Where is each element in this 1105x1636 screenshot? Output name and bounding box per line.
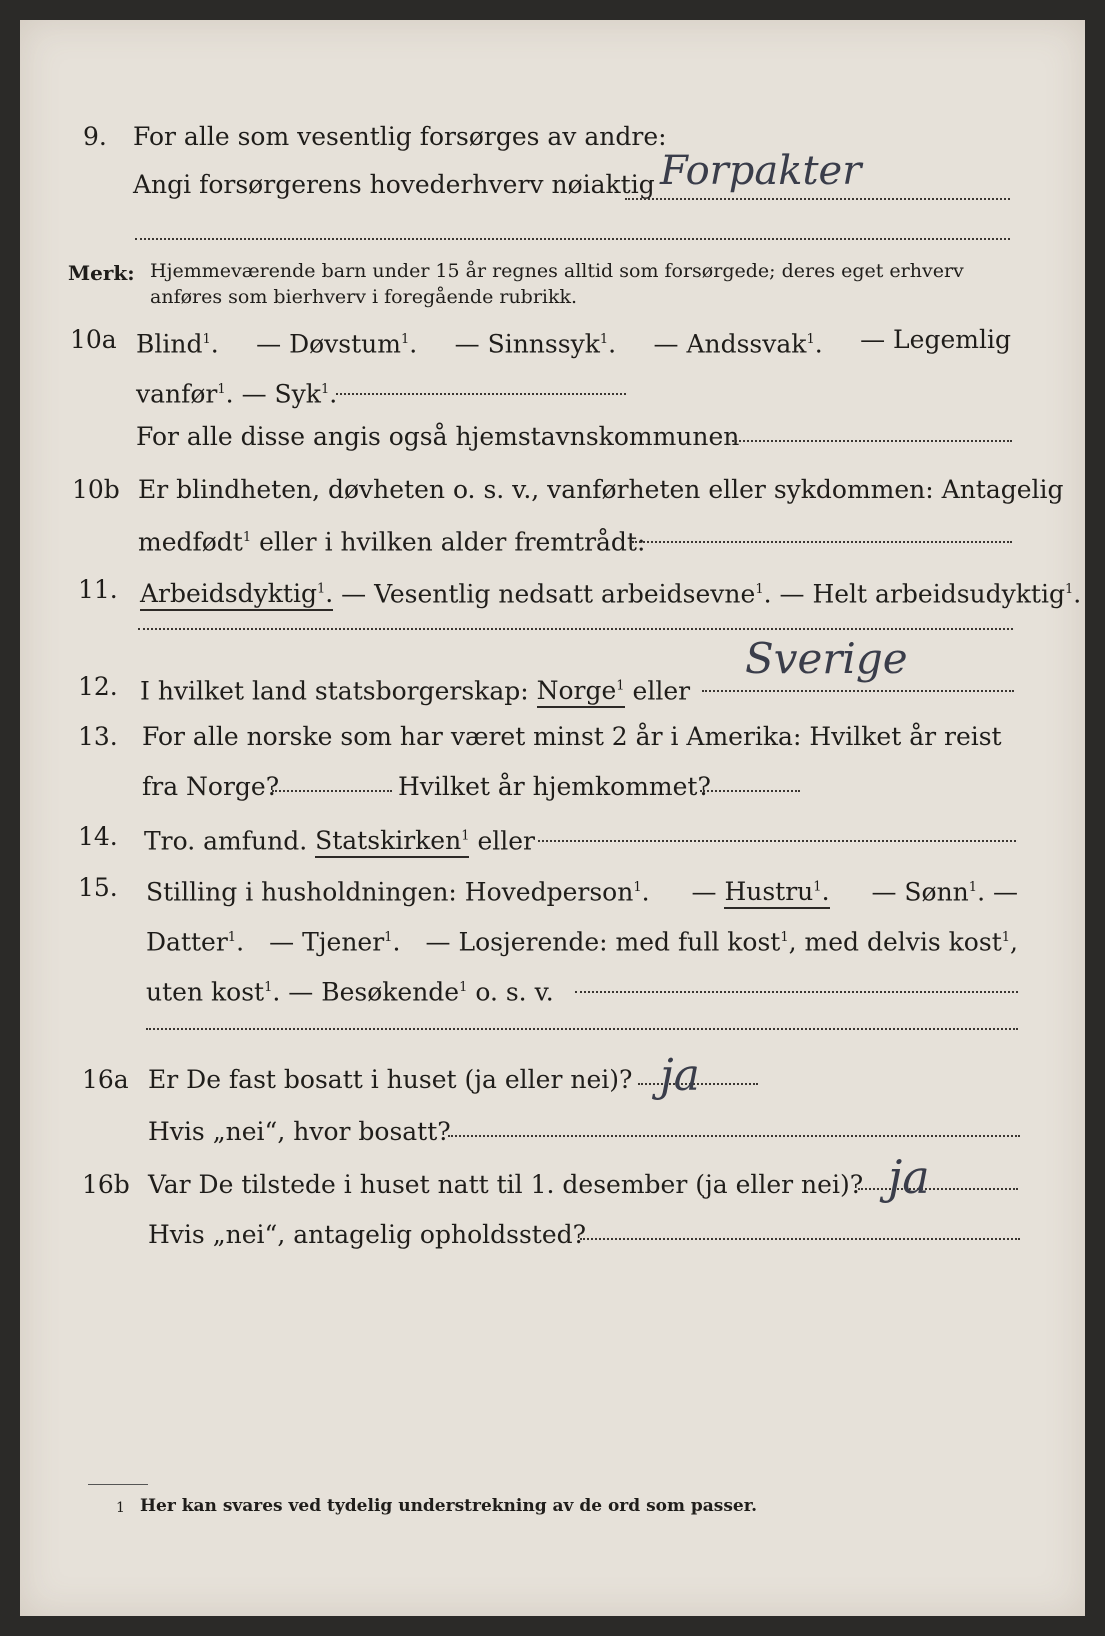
q12-line: I hvilket land statsborgerskap: Norge$^1$ eller [140, 672, 690, 706]
q16b-handwritten-answer: ja [888, 1150, 930, 1204]
q10a-line3-blank [732, 440, 1012, 442]
merk-label: Merk: [68, 261, 135, 285]
q16b-line2: Hvis „nei“, antagelig opholdssted? [148, 1220, 587, 1249]
q10a-line1 [136, 325, 1011, 359]
opt-andssvak: — Andssvak$^1$. [653, 329, 823, 359]
q13-line1: For alle norske som har været minst 2 år i Amerika: Hvilket år reist [142, 722, 1002, 751]
q11-number: 11. [78, 575, 118, 604]
opt-blind: Blind$^1$. [136, 329, 219, 359]
q10a-line3: For alle disse angis også hjemstavnskommunen [136, 422, 740, 451]
q16b-blank [858, 1188, 1018, 1190]
q12-number: 12. [78, 672, 118, 701]
q15-line2: Datter$^1$. — Tjener$^1$. — Losjerende: med full kost$^1$, med delvis kost$^1$, [146, 927, 1018, 957]
q10a-line2-blank [336, 393, 626, 395]
q13-line2b: Hvilket år hjemkommet? [398, 772, 711, 801]
q10b-number: 10b [72, 475, 120, 504]
q12-opt-norge-underlined: Norge$^1$ [537, 676, 625, 708]
q9-extra-line [135, 238, 1010, 240]
q11-opt-arbeidsdyktig-underlined: Arbeidsdyktig$^1$. [140, 579, 333, 611]
q16a-line1: Er De fast bosatt i huset (ja eller nei)? [148, 1065, 633, 1094]
q16b-number: 16b [82, 1170, 130, 1199]
q12-blank [702, 690, 1014, 692]
q15-line1: Stilling i husholdningen: Hovedperson$^1$. — Hustru$^1$. — Sønn$^1$. — [146, 873, 1018, 907]
q10b-line2: medfødt$^1$ eller i hvilken alder fremtrådt: [138, 527, 646, 557]
q14-blank [538, 840, 1016, 842]
q14-number: 14. [78, 822, 118, 851]
footnote-text: Her kan svares ved tydelig understrekning av de ord som passer. [140, 1496, 758, 1516]
q11-extra-line [138, 628, 1013, 630]
footnote-mark: 1 [116, 1500, 125, 1516]
footnote-rule [88, 1484, 148, 1485]
q15-blank [575, 991, 1018, 993]
q13-number: 13. [78, 722, 118, 751]
opt-dovstum: — Døvstum$^1$. [256, 329, 418, 359]
q13-year-left-blank [272, 790, 392, 792]
q16a-where-blank [448, 1135, 1020, 1137]
opt-legemlig: — Legemlig [860, 325, 1011, 354]
q13-line2a: fra Norge? [142, 772, 280, 801]
q15-extra-line [146, 1028, 1018, 1030]
q10a-line2: vanfør$^1$. — Syk$^1$. [136, 379, 338, 409]
q14-opt-statskirken-underlined: Statskirken$^1$ [315, 826, 469, 858]
q9-handwritten-answer: Forpakter [660, 148, 862, 194]
q16a-handwritten-answer: ja [660, 1050, 700, 1101]
merk-line2: anføres som bierhverv i foregående rubrikk. [150, 286, 578, 308]
q9-line2: Angi forsørgerens hovederhverv nøiaktig [133, 170, 655, 199]
merk-line1: Hjemmeværende barn under 15 år regnes alltid som forsørgede; deres eget erhverv [150, 260, 964, 282]
q14-line: Tro. amfund. Statskirken$^1$ eller [144, 822, 535, 856]
q15-opt-hustru-underlined: Hustru$^1$. [724, 877, 829, 909]
opt-sinnssyk: — Sinnssyk$^1$. [454, 329, 617, 359]
q12-handwritten-answer: Sverige [745, 634, 908, 683]
q13-year-returned-blank [700, 790, 800, 792]
census-form-page [20, 20, 1085, 1616]
q16a-number: 16a [82, 1065, 129, 1094]
q11-line: Arbeidsdyktig$^1$. — Vesentlig nedsatt arbeidsevne$^1$. — Helt arbeidsudyktig$^1$. [140, 575, 1081, 609]
q10a-number: 10a [70, 325, 117, 354]
q9-number: 9. [83, 122, 107, 151]
q10b-line1: Er blindheten, døvheten o. s. v., vanførheten eller sykdommen: Antagelig [138, 475, 1064, 504]
q15-number: 15. [78, 873, 118, 902]
q16a-line2: Hvis „nei“, hvor bosatt? [148, 1117, 451, 1146]
q16b-where-blank [580, 1238, 1020, 1240]
q9-answer-line [625, 198, 1010, 200]
q15-line3: uten kost$^1$. — Besøkende$^1$ o. s. v. [146, 977, 554, 1007]
q10b-blank [632, 541, 1012, 543]
q9-line1: For alle som vesentlig forsørges av andre: [133, 122, 667, 151]
q16b-line1: Var De tilstede i huset natt til 1. desember (ja eller nei)? [148, 1170, 864, 1199]
